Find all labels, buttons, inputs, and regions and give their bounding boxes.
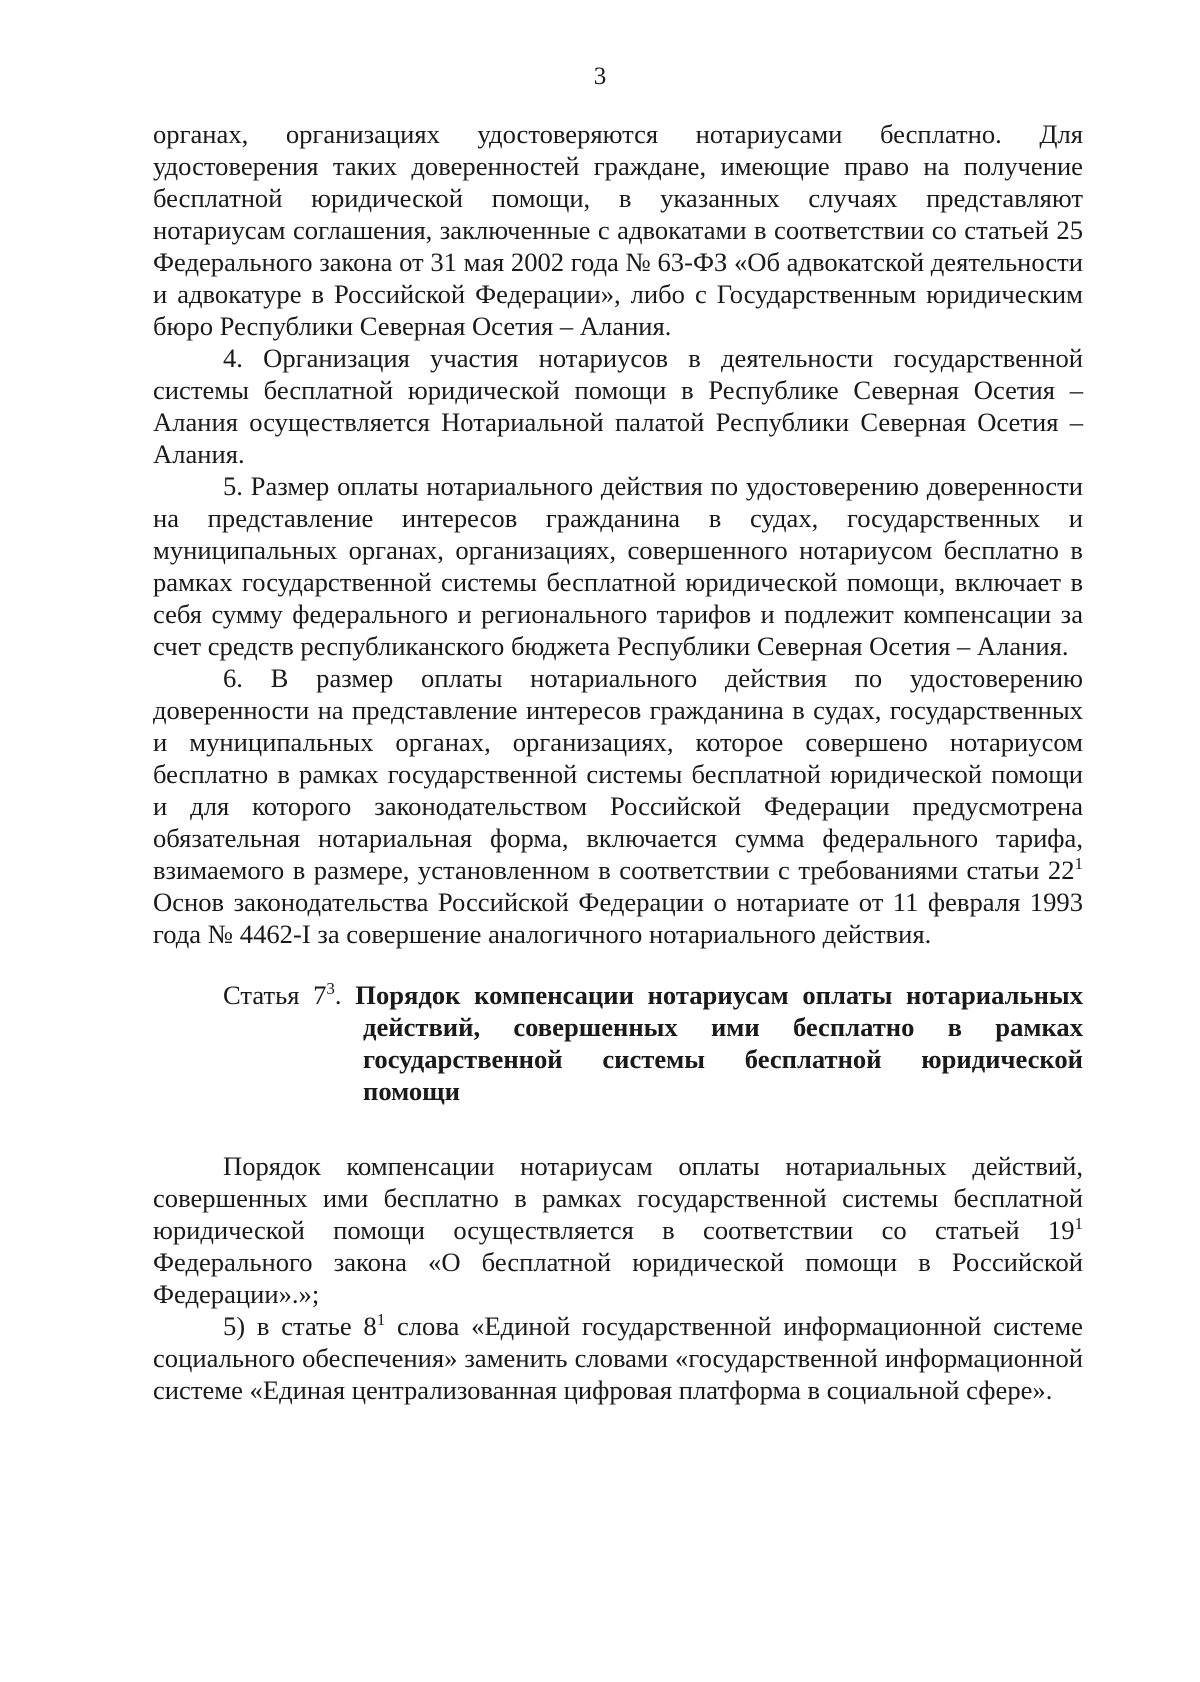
- page-number: 3: [593, 63, 607, 90]
- paragraph-item-6: [153, 662, 1083, 950]
- paragraph-amendment-text: 5) в статье 8: [223, 1311, 377, 1341]
- paragraph-item-6-text: 6. В размер оплаты нотариального действия по удостоверению доверенности на представление интересов гражданина в судах, государственных и муниципальных органах, организациях, которое совершено нотариусом бесплатно в рамках государственной системы бесплатной юридической помощи и для которого законодательством Российской Федерации предусмотрена обязательная нотариальная форма, включается сумма федерального тарифа, взимаемого в размере, установленном в соответствии с требованиями статьи 22: [153, 663, 1083, 885]
- paragraph-item-5: 5. Размер оплаты нотариального действия по удостоверению доверенности на представление интересов гражданина в судах, государственных и муниципальных органах, организациях, совершенного нотариусом бесплатно в рамках государственной системы бесплатной юридической помощи, включает в себя сумму федерального и регионального тарифов и подлежит компенсации за счет средств республиканского бюджета Республики Северная Осетия – Алания.: [153, 471, 1083, 661]
- article-title: Порядок компенсации нотариусам оплаты нотариальных действий, совершенных ими бесплатно в рамках государственной системы бесплатной юридической помощи: [355, 980, 1083, 1106]
- superscript: 3: [326, 979, 335, 998]
- paragraph-article-body-text: Порядок компенсации нотариусам оплаты нотариальных действий, совершенных ими бесплатно в рамках государственной системы бесплатной юридической помощи осуществляется в соответствии со статьей 19: [153, 1151, 1083, 1245]
- superscript: 1: [376, 1310, 386, 1329]
- paragraph-item-4: 4. Организация участия нотариусов в деятельности государственной системы бесплатной юридической помощи в Республике Северная Осетия – Алания осуществляется Нотариальной палатой Республики Северная Осетия – Алания.: [153, 343, 1083, 469]
- article-label-suffix: .: [334, 980, 356, 1010]
- paragraph-item-5-amendment: [153, 1310, 1083, 1406]
- paragraph-article-body-text-end: Федерального закона «О бесплатной юридической помощи в Российской Федерации».»;: [153, 1247, 1083, 1309]
- paragraph-amendment-text-end: слова «Единой государственной информационной системе социального обеспечения» заменить словами «государственной информационной системе «Единая централизованная цифровая платформа в социальной сфере».: [153, 1311, 1083, 1405]
- superscript: 1: [1074, 854, 1083, 873]
- paragraph-item-6-text-end: Основ законодательства Российской Федерации о нотариате от 11 февраля 1993 года № 4462-I за совершение аналогичного нотариального действия.: [153, 887, 1083, 949]
- article-label-text: Статья 7: [223, 980, 327, 1010]
- article-heading: [223, 979, 1083, 1107]
- paragraph-article-body: [153, 1150, 1083, 1310]
- paragraph-continuation: органах, организациях удостоверяются нотариусами бесплатно. Для удостоверения таких доверенностей граждане, имеющие право на получение бесплатной юридической помощи, в указанных случаях представляют нотариусам соглашения, заключенные с адвокатами в соответствии со статьей 25 Федерального закона от 31 мая 2002 года № 63-ФЗ «Об адвокатской деятельности и адвокатуре в Российской Федерации», либо с Государственным юридическим бюро Республики Северная Осетия – Алания.: [153, 119, 1084, 341]
- article-label: [223, 980, 355, 1010]
- spacer: [153, 1107, 1083, 1150]
- document-body: [153, 118, 1083, 1406]
- superscript: 1: [1074, 1214, 1083, 1233]
